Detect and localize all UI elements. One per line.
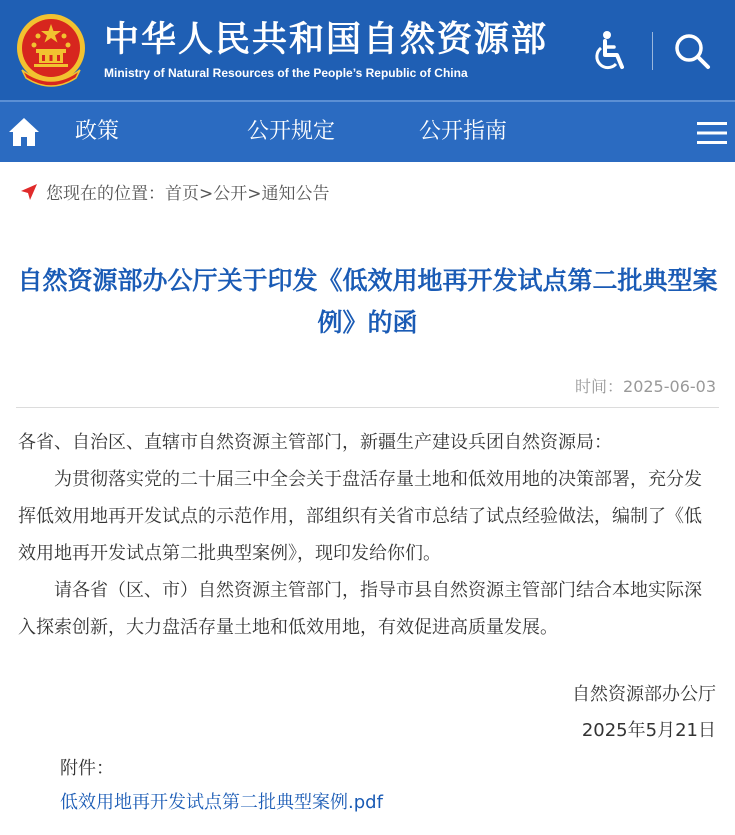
breadcrumb-notices[interactable]: 通知公告 [261,184,330,204]
date-label: 时间： [575,377,624,396]
breadcrumb-open[interactable]: 公开 [213,184,248,204]
breadcrumb [20,180,330,208]
menu-icon[interactable] [697,121,727,145]
date-value: 2025-06-03 [623,377,716,396]
body-paragraph: 请各省（区、市）自然资源主管部门，指导市县自然资源主管部门结合本地实际深入探索创新，大力盘活存量土地和低效用地，有效促进高质量发展。 [18,580,702,638]
body-paragraph: 为贯彻落实党的二十届三中全会关于盘活存量土地和低效用地的决策部署，充分发挥低效用地再开发试点的示范作用，部组织有关省市总结了试点经验做法，编制了《低效用地再开发试点第二批典型案例》，现印发给你们。 [18,469,702,564]
site-subtitle: Ministry of Natural Resources of the People’s Republic of China [104,66,468,80]
search-icon[interactable] [672,31,712,71]
breadcrumb-home[interactable]: 首页 [165,184,199,204]
site-title: 中华人民共和国自然资源部 [104,20,549,60]
breadcrumb-separator: > [247,184,262,204]
accessibility-icon[interactable] [592,30,630,72]
header-divider [652,32,653,70]
salutation: 各省、自治区、直辖市自然资源主管部门，新疆生产建设兵团自然资源局： [18,432,612,453]
article-title: 自然资源部办公厅关于印发《低效用地再开发试点第二批典型案例》的函 [17,266,718,337]
location-arrow-icon [20,183,38,201]
home-icon[interactable] [7,116,41,148]
signature-date: 2025年5月21日 [581,720,716,741]
nav-item-disclosure-guide[interactable]: 公开指南 [419,119,508,144]
breadcrumb-separator: > [199,184,214,204]
site-header [0,0,735,100]
attachment-label: 附件： [60,758,114,779]
nav-item-policy[interactable]: 政策 [75,119,120,144]
title-divider [16,407,719,408]
breadcrumb-prefix: 您现在的位置： [46,184,165,204]
attachment-link[interactable]: 低效用地再开发试点第二批典型案例.pdf [60,792,383,813]
signature-org: 自然资源部办公厅 [572,684,716,705]
national-emblem-icon [12,12,90,88]
article-date [575,374,716,397]
article-body [18,424,718,646]
main-nav [0,100,735,162]
nav-item-disclosure-rules[interactable]: 公开规定 [247,119,336,144]
